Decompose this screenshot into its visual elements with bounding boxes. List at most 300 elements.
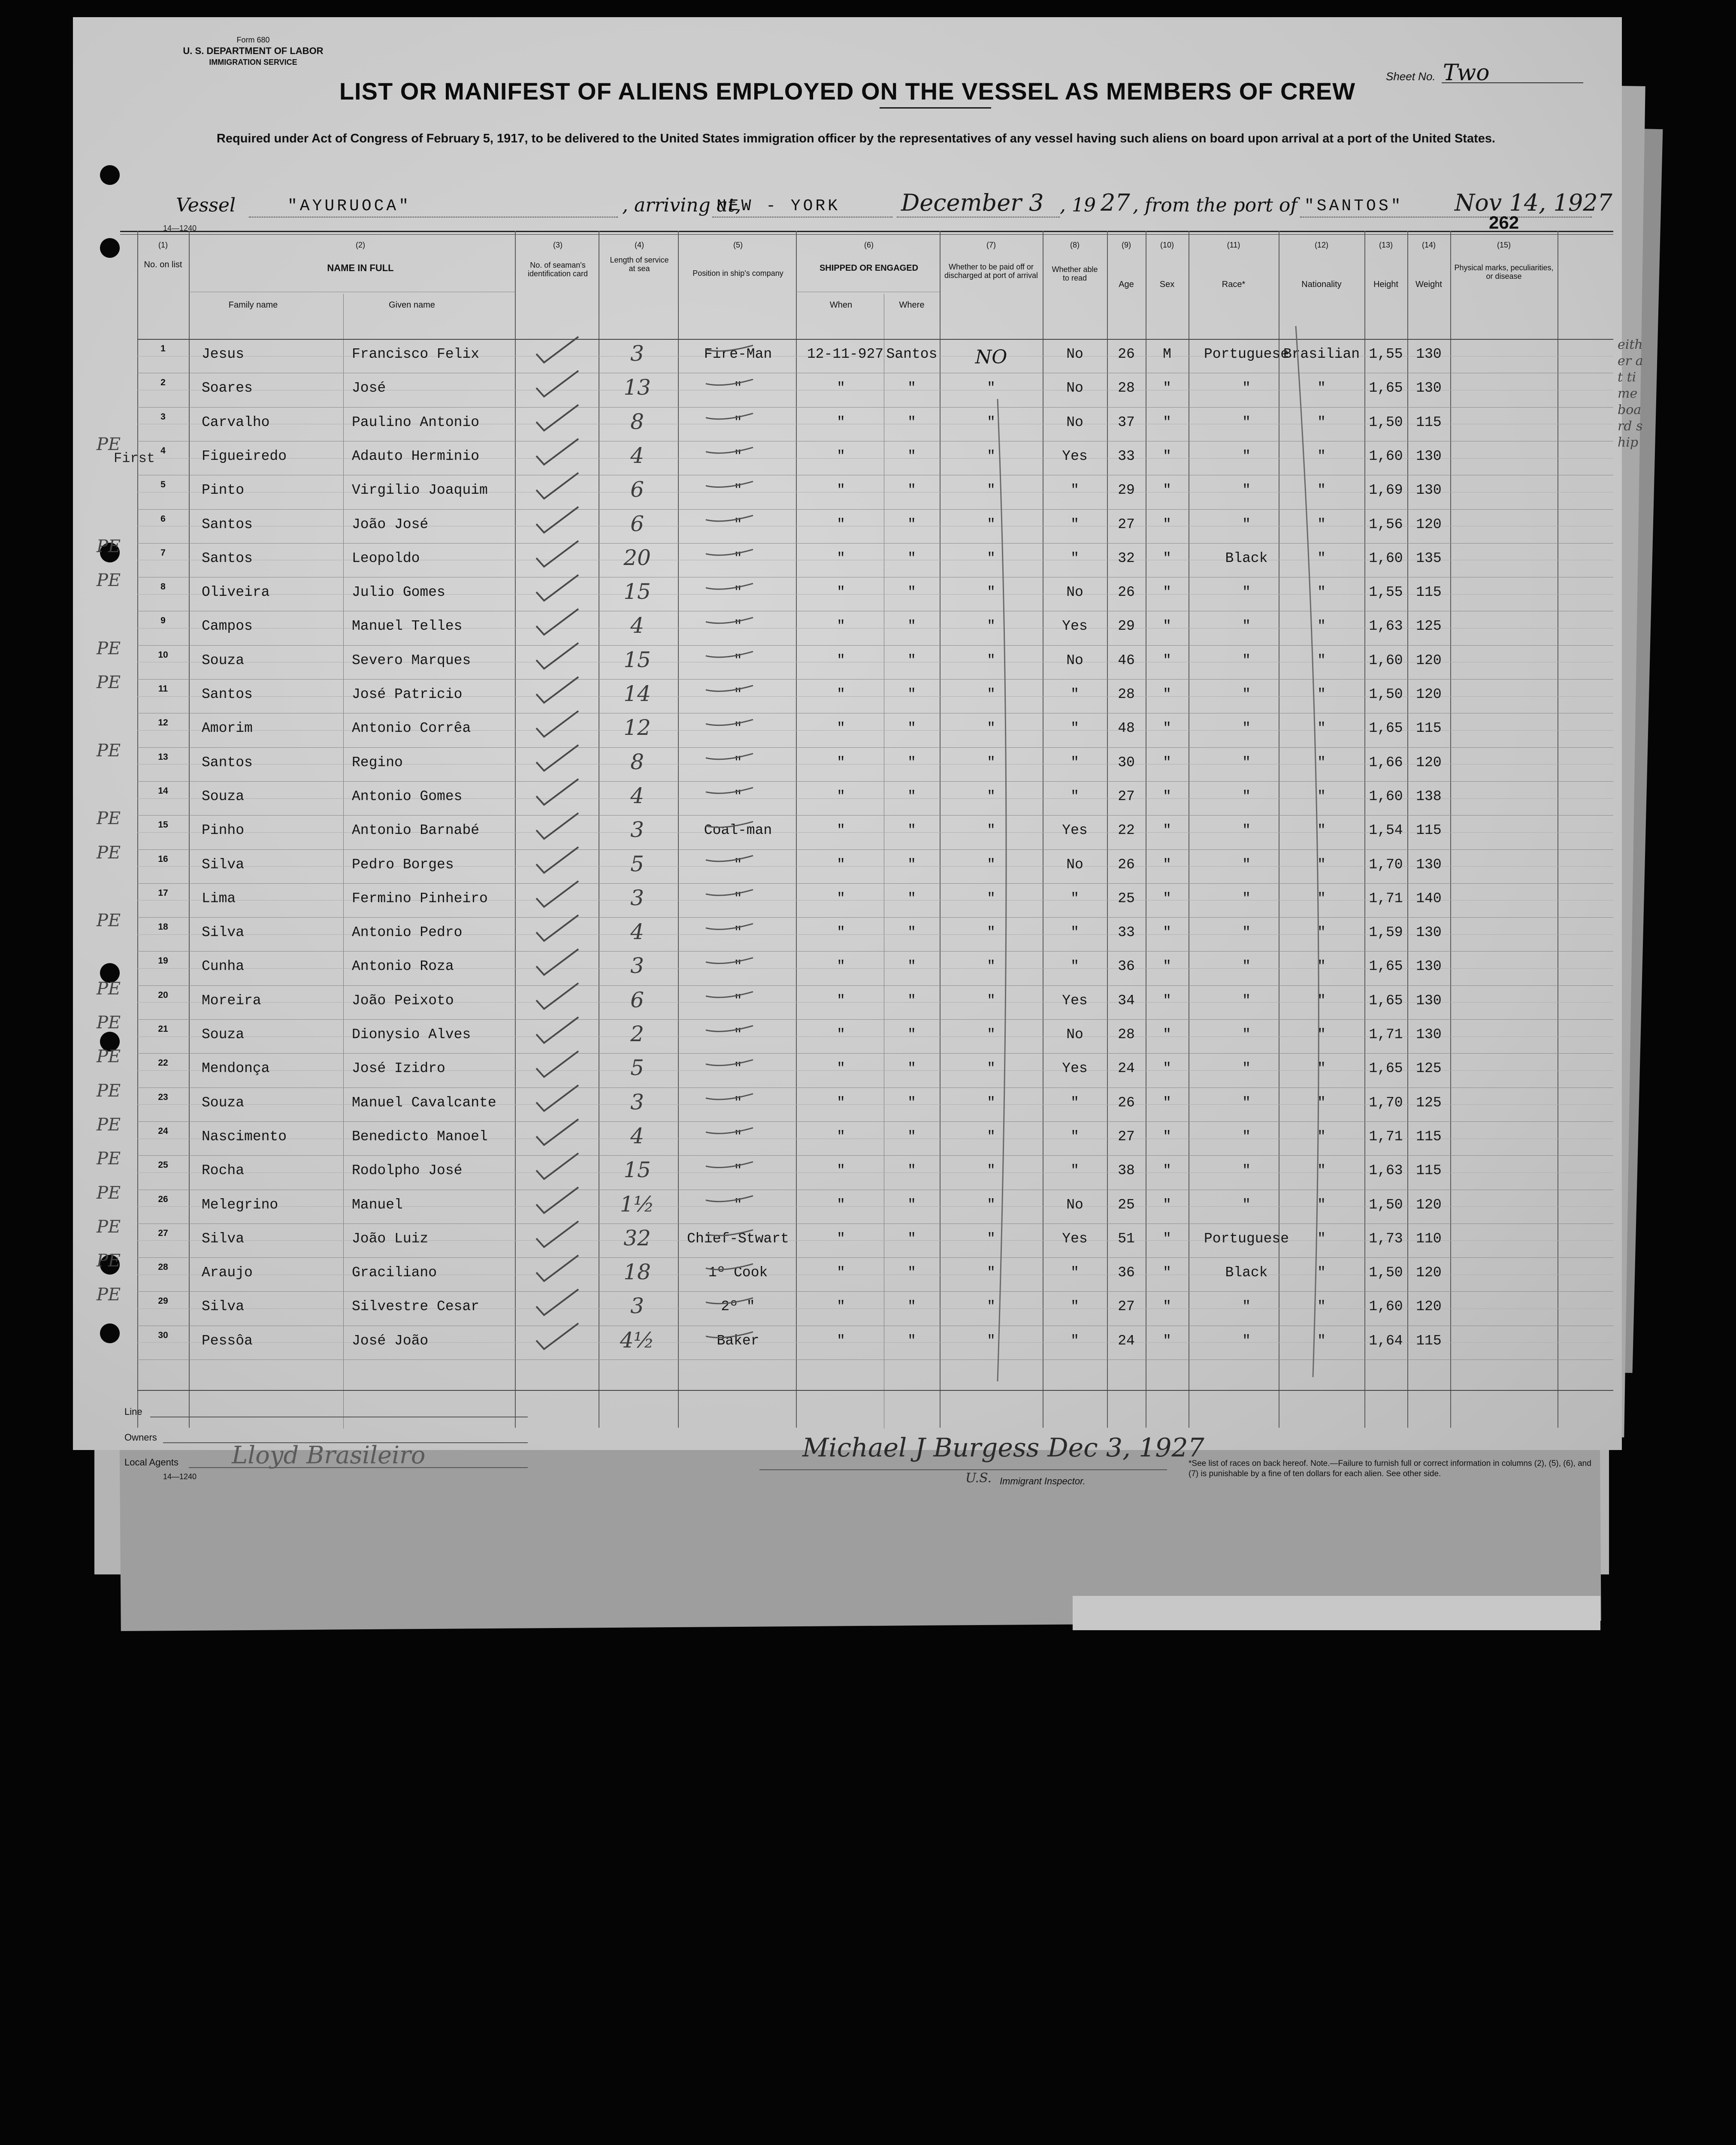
cell-sex: " <box>1163 1060 1171 1077</box>
tick-mark <box>706 516 753 521</box>
cell-no: 9 <box>160 616 166 626</box>
cell-no: 17 <box>158 888 168 898</box>
tick-mark <box>706 1298 753 1303</box>
cell-given: Benedicto Manoel <box>352 1128 488 1145</box>
cell-where: " <box>907 1332 916 1349</box>
cell-age: 26 <box>1118 346 1135 362</box>
cell-sex: " <box>1163 720 1171 737</box>
cell-read: Yes <box>1062 1230 1088 1247</box>
cell-where: " <box>907 754 916 770</box>
cell-weight: 130 <box>1416 448 1442 464</box>
cell-family: Nascimento <box>202 1128 287 1145</box>
margin-note-first: First <box>114 450 155 466</box>
cell-where: " <box>907 550 916 566</box>
cell-race: " <box>1242 584 1251 601</box>
cell-service: 12 <box>623 715 651 740</box>
cell-paid: " <box>987 958 995 975</box>
cell-position: " <box>734 584 742 601</box>
cell-where: " <box>907 924 916 941</box>
cell-service: 32 <box>623 1225 651 1251</box>
from-label: , from the port of <box>1133 194 1297 216</box>
cell-no: 28 <box>158 1262 168 1272</box>
col6-number: (6) <box>864 241 874 249</box>
cell-given: Julio Gomes <box>352 584 445 601</box>
col1-number: (1) <box>158 241 168 249</box>
col2-header: NAME IN FULL <box>327 263 394 273</box>
check-mark <box>536 1017 578 1043</box>
cell-family: Melegrino <box>202 1196 278 1213</box>
cell-height: 1,56 <box>1369 516 1403 532</box>
check-mark <box>536 439 578 465</box>
cell-sex: " <box>1163 1027 1171 1042</box>
cell-nat: " <box>1317 516 1326 532</box>
cell-position: " <box>734 856 742 873</box>
page-number: 262 <box>1489 212 1519 233</box>
cell-read: No <box>1066 1196 1083 1213</box>
cell-family: Silva <box>202 1299 245 1315</box>
cell-given: Antonio Corrêa <box>352 720 471 737</box>
cell-sex: " <box>1163 414 1171 430</box>
cell-weight: 110 <box>1416 1230 1442 1247</box>
cell-position: " <box>734 1027 742 1042</box>
cell-read: No <box>1066 856 1083 873</box>
cell-no: 23 <box>158 1092 168 1102</box>
cell-no: 7 <box>160 547 166 558</box>
cell-position: " <box>734 1196 742 1213</box>
cell-age: 36 <box>1118 1265 1135 1281</box>
cell-where: " <box>907 584 916 601</box>
cell-family: Souza <box>202 1027 245 1042</box>
cell-read: " <box>1071 1094 1079 1111</box>
pe-note: PE <box>97 979 121 999</box>
cell-nat: " <box>1317 1196 1326 1213</box>
cell-sex: " <box>1163 1094 1171 1111</box>
manifest-page <box>73 17 1643 1486</box>
pe-note: PE <box>97 536 121 556</box>
cell-read: " <box>1071 1128 1079 1145</box>
cell-family: Santos <box>202 516 253 532</box>
cell-age: 33 <box>1118 448 1135 464</box>
tick-mark <box>706 481 753 487</box>
cell-service: 6 <box>630 477 644 502</box>
cell-position: " <box>734 924 742 941</box>
cell-weight: 125 <box>1416 618 1442 634</box>
cell-read: No <box>1066 414 1083 430</box>
check-mark <box>536 1323 578 1349</box>
cell-age: 28 <box>1118 686 1135 702</box>
cell-position: " <box>734 686 742 702</box>
tick-mark <box>706 822 753 827</box>
check-mark <box>536 1289 578 1315</box>
cell-service: 8 <box>630 749 644 774</box>
pe-note: PE <box>97 1251 121 1271</box>
pe-note: PE <box>97 740 121 761</box>
cell-sex: " <box>1163 380 1171 396</box>
cell-paid: " <box>987 788 995 804</box>
cell-nat: Brasilian <box>1283 346 1360 362</box>
cell-age: 25 <box>1118 890 1135 906</box>
cell-nat: " <box>1317 958 1326 975</box>
cell-position: " <box>734 1163 742 1179</box>
cell-nat: " <box>1317 822 1326 839</box>
page-subtitle: Required under Act of Congress of February 5, 1917, to be delivered to the United States immigration officer by the representatives of any vessel having such aliens on board upon arrival at a port of the United States. <box>216 132 1496 145</box>
cell-sex: " <box>1163 686 1171 702</box>
cell-where: " <box>907 822 916 839</box>
cell-age: 27 <box>1118 516 1135 532</box>
cell-given: Adauto Herminio <box>352 448 480 464</box>
cell-age: 26 <box>1118 1094 1135 1111</box>
cell-read: Yes <box>1062 1060 1088 1077</box>
form-number: Form 680 <box>236 36 270 44</box>
cell-service: 4 <box>630 1123 644 1148</box>
col5-header: Position in ship's company <box>693 269 783 278</box>
cell-weight: 115 <box>1416 1332 1442 1349</box>
cell-race: " <box>1242 380 1251 396</box>
cell-weight: 135 <box>1416 550 1442 566</box>
cell-nat: " <box>1317 1128 1326 1145</box>
check-mark <box>536 1255 578 1281</box>
cell-where: " <box>907 686 916 702</box>
cell-nat: " <box>1317 754 1326 770</box>
cell-no: 6 <box>160 514 166 524</box>
tick-mark <box>706 890 753 895</box>
cell-service: 3 <box>630 341 644 366</box>
cell-where: " <box>907 414 916 430</box>
cell-no: 19 <box>158 956 168 966</box>
cell-where: " <box>907 482 916 498</box>
col6-header: SHIPPED OR ENGAGED <box>819 263 919 273</box>
pencil-stroke <box>998 399 1006 1381</box>
check-mark <box>536 1051 578 1077</box>
cell-sex: " <box>1163 550 1171 566</box>
cell-age: 26 <box>1118 856 1135 873</box>
cell-where: " <box>907 856 916 873</box>
cell-height: 1,59 <box>1369 924 1403 941</box>
cell-read: Yes <box>1062 618 1088 634</box>
check-mark <box>536 1153 578 1179</box>
cell-where: " <box>907 1196 916 1213</box>
cell-when: 12-11-927 <box>807 346 884 362</box>
cell-position: " <box>734 550 742 566</box>
cell-paid: " <box>987 822 995 839</box>
cell-service: 4½ <box>620 1327 655 1353</box>
cell-read: " <box>1071 890 1079 906</box>
cell-family: Pinho <box>202 822 245 839</box>
cell-no: 3 <box>160 411 166 422</box>
cell-no: 26 <box>158 1194 168 1204</box>
cell-sex: " <box>1163 788 1171 804</box>
cell-given: Silvestre Cesar <box>352 1299 480 1315</box>
cell-given: Paulino Antonio <box>352 414 480 430</box>
col1-header: No. on list <box>144 260 182 269</box>
tick-mark <box>706 1332 753 1338</box>
cell-read: " <box>1071 720 1079 737</box>
cell-weight: 115 <box>1416 414 1442 430</box>
cell-sex: " <box>1163 618 1171 634</box>
cell-age: 29 <box>1118 618 1135 634</box>
tick-mark <box>706 345 753 351</box>
tick-mark <box>706 550 753 555</box>
cell-paid: " <box>987 550 995 566</box>
cell-when: " <box>837 652 845 668</box>
cell-no: 13 <box>158 752 168 762</box>
cell-paid: " <box>987 584 995 601</box>
cell-race: Portuguese <box>1204 1230 1289 1247</box>
cell-read: " <box>1071 788 1079 804</box>
col4-header: Length of service at sea <box>610 256 669 273</box>
cell-position: " <box>734 618 742 634</box>
cell-race: " <box>1242 414 1251 430</box>
cell-nat: " <box>1317 788 1326 804</box>
cell-when: " <box>837 414 845 430</box>
cell-paid: " <box>987 720 995 737</box>
cell-when: " <box>837 1265 845 1281</box>
cell-weight: 120 <box>1416 754 1442 770</box>
cell-no: 29 <box>158 1296 168 1306</box>
cell-paid: " <box>987 992 995 1009</box>
cell-where: " <box>907 1265 916 1281</box>
cell-read: " <box>1071 482 1079 498</box>
cell-paid: " <box>987 618 995 634</box>
cell-sex: " <box>1163 1299 1171 1315</box>
cell-where: " <box>907 1230 916 1247</box>
form-code: 14—1240 <box>163 224 197 233</box>
tick-mark <box>706 1196 753 1202</box>
inspector-prefix: U.S. <box>965 1471 992 1486</box>
check-marks <box>73 17 1622 1450</box>
cell-weight: 120 <box>1416 1265 1442 1281</box>
cell-position: Coal-man <box>704 822 772 839</box>
cell-race: " <box>1242 822 1251 839</box>
cell-sex: " <box>1163 584 1171 601</box>
cell-when: " <box>837 1230 845 1247</box>
cell-when: " <box>837 754 845 770</box>
check-mark <box>536 779 578 805</box>
cell-position: 2º " <box>721 1299 755 1315</box>
cell-height: 1,73 <box>1369 1230 1403 1247</box>
pe-note: PE <box>97 571 121 591</box>
cell-where: " <box>907 720 916 737</box>
cell-weight: 130 <box>1416 958 1442 975</box>
cell-height: 1,65 <box>1369 958 1403 975</box>
cell-position: " <box>734 890 742 906</box>
cell-height: 1,63 <box>1369 618 1403 634</box>
cell-weight: 125 <box>1416 1060 1442 1077</box>
pe-note: PE <box>97 911 121 931</box>
cell-no: 20 <box>158 990 168 1000</box>
cell-when: " <box>837 584 845 601</box>
col5-number: (5) <box>733 241 743 249</box>
cell-race: " <box>1242 924 1251 941</box>
cell-sex: " <box>1163 890 1171 906</box>
cell-service: 15 <box>623 579 651 604</box>
col2b-header: Given name <box>389 300 435 310</box>
cell-position: " <box>734 516 742 532</box>
cell-where: " <box>907 1027 916 1042</box>
pencil-stroke <box>1296 326 1319 1377</box>
cell-position: " <box>734 720 742 737</box>
cell-nat: " <box>1317 856 1326 873</box>
col15-header: Physical marks, peculiarities, or disease <box>1454 263 1554 281</box>
cell-height: 1,50 <box>1369 686 1403 702</box>
cell-read: " <box>1071 550 1079 566</box>
cell-position: " <box>734 958 742 975</box>
cell-given: Fermino Pinheiro <box>352 890 488 906</box>
cell-family: Amorim <box>202 720 253 737</box>
col7-number: (7) <box>986 241 996 249</box>
check-mark <box>536 575 578 601</box>
check-mark <box>536 813 578 839</box>
cell-weight: 130 <box>1416 856 1442 873</box>
cell-no: 11 <box>158 684 168 694</box>
cell-where: " <box>907 448 916 464</box>
check-mark <box>536 711 578 737</box>
cell-no: 30 <box>158 1330 168 1340</box>
col15-number: (15) <box>1497 241 1511 249</box>
cell-family: Souza <box>202 1094 245 1111</box>
cell-age: 30 <box>1118 754 1135 770</box>
cell-no: 10 <box>158 650 168 660</box>
cell-sex: " <box>1163 822 1171 839</box>
cell-given: José <box>352 380 386 396</box>
cell-paid: " <box>987 380 995 396</box>
cell-service: 18 <box>623 1260 651 1285</box>
tick-mark <box>706 719 753 725</box>
check-mark <box>536 337 578 363</box>
tick-mark <box>706 414 753 419</box>
cell-where: Santos <box>886 346 938 362</box>
cell-height: 1,55 <box>1369 584 1403 601</box>
cell-given: José João <box>352 1332 429 1349</box>
cell-paid: " <box>987 448 995 464</box>
cell-nat: " <box>1317 482 1326 498</box>
cell-given: Leopoldo <box>352 550 420 566</box>
check-mark <box>536 371 578 396</box>
cell-race: Portuguese <box>1204 346 1289 362</box>
check-mark <box>536 983 578 1009</box>
vessel-label: Vessel <box>176 194 236 216</box>
cell-when: " <box>837 380 845 396</box>
cell-paid: " <box>987 1094 995 1111</box>
cell-when: " <box>837 1332 845 1349</box>
col14-header: Weight <box>1415 280 1442 289</box>
pe-note: PE <box>97 638 121 659</box>
cell-family: Santos <box>202 550 253 566</box>
departure-date: Nov 14, 1927 <box>1455 189 1612 216</box>
cell-no: 15 <box>158 820 168 830</box>
cell-family: Santos <box>202 754 253 770</box>
cell-where: " <box>907 788 916 804</box>
cell-nat: " <box>1317 1163 1326 1179</box>
cell-nat: " <box>1317 1265 1326 1281</box>
check-mark <box>536 745 578 771</box>
cell-sex: " <box>1163 924 1171 941</box>
check-mark <box>536 405 578 431</box>
cell-sex: " <box>1163 482 1171 498</box>
col10-number: (10) <box>1160 241 1174 249</box>
cell-paid: " <box>987 1332 995 1349</box>
cell-when: " <box>837 448 845 464</box>
cell-position: " <box>734 482 742 498</box>
cell-when: " <box>837 1128 845 1145</box>
cell-given: Regino <box>352 754 403 770</box>
cell-read: " <box>1071 958 1079 975</box>
cell-read: No <box>1066 584 1083 601</box>
cell-weight: 115 <box>1416 1128 1442 1145</box>
cell-when: " <box>837 516 845 532</box>
col12-header: Nationality <box>1301 280 1342 289</box>
col4-number: (4) <box>635 241 644 249</box>
cell-family: Silva <box>202 856 245 873</box>
cell-race: " <box>1242 686 1251 702</box>
cell-paid: " <box>987 1230 995 1247</box>
cell-weight: 130 <box>1416 1027 1442 1042</box>
col6b-header: Where <box>899 300 925 310</box>
cell-service: 5 <box>630 1055 644 1081</box>
cell-race: " <box>1242 890 1251 906</box>
cell-family: Souza <box>202 788 245 804</box>
cell-position: " <box>734 380 742 396</box>
tick-mark <box>706 447 753 453</box>
cell-race: " <box>1242 516 1251 532</box>
cell-family: Pessôa <box>202 1332 253 1349</box>
check-mark <box>536 473 578 498</box>
cell-sex: " <box>1163 992 1171 1009</box>
tick-mark <box>706 992 753 997</box>
cell-age: 27 <box>1118 788 1135 804</box>
cell-weight: 125 <box>1416 1094 1442 1111</box>
col8-number: (8) <box>1070 241 1080 249</box>
cell-family: Figueiredo <box>202 448 287 464</box>
cell-read: Yes <box>1062 822 1088 839</box>
cell-height: 1,50 <box>1369 414 1403 430</box>
cell-race: " <box>1242 1128 1251 1145</box>
cell-age: 26 <box>1118 584 1135 601</box>
cell-nat: " <box>1317 1027 1326 1042</box>
col11-header: Race* <box>1222 280 1246 289</box>
cell-age: 32 <box>1118 550 1135 566</box>
cell-service: 2 <box>630 1021 644 1046</box>
cell-when: " <box>837 788 845 804</box>
pe-note: PE <box>97 1183 121 1203</box>
cell-given: Dionysio Alves <box>352 1027 471 1042</box>
cell-weight: 120 <box>1416 652 1442 668</box>
cell-service: 20 <box>623 545 651 570</box>
tick-mark <box>706 788 753 793</box>
cell-height: 1,55 <box>1369 346 1403 362</box>
cell-age: 24 <box>1118 1060 1135 1077</box>
tick-mark <box>706 1128 753 1133</box>
cell-race: " <box>1242 856 1251 873</box>
cell-height: 1,66 <box>1369 754 1403 770</box>
cell-position: " <box>734 1094 742 1111</box>
tick-mark <box>706 583 753 589</box>
cell-no: 4 <box>160 445 166 456</box>
tick-mark <box>706 1094 753 1100</box>
cell-no: 24 <box>158 1126 168 1136</box>
cell-read: Yes <box>1062 448 1088 464</box>
cell-family: Souza <box>202 652 245 668</box>
cell-when: " <box>837 856 845 873</box>
pe-note: PE <box>97 1217 121 1237</box>
arrival-port: NEW - YORK <box>717 197 841 215</box>
cell-height: 1,65 <box>1369 992 1403 1009</box>
departure-port: "SANTOS" <box>1304 197 1403 215</box>
cell-height: 1,70 <box>1369 856 1403 873</box>
cell-paid: " <box>987 482 995 498</box>
cell-given: Antonio Barnabé <box>352 822 480 839</box>
cell-nat: " <box>1317 380 1326 396</box>
